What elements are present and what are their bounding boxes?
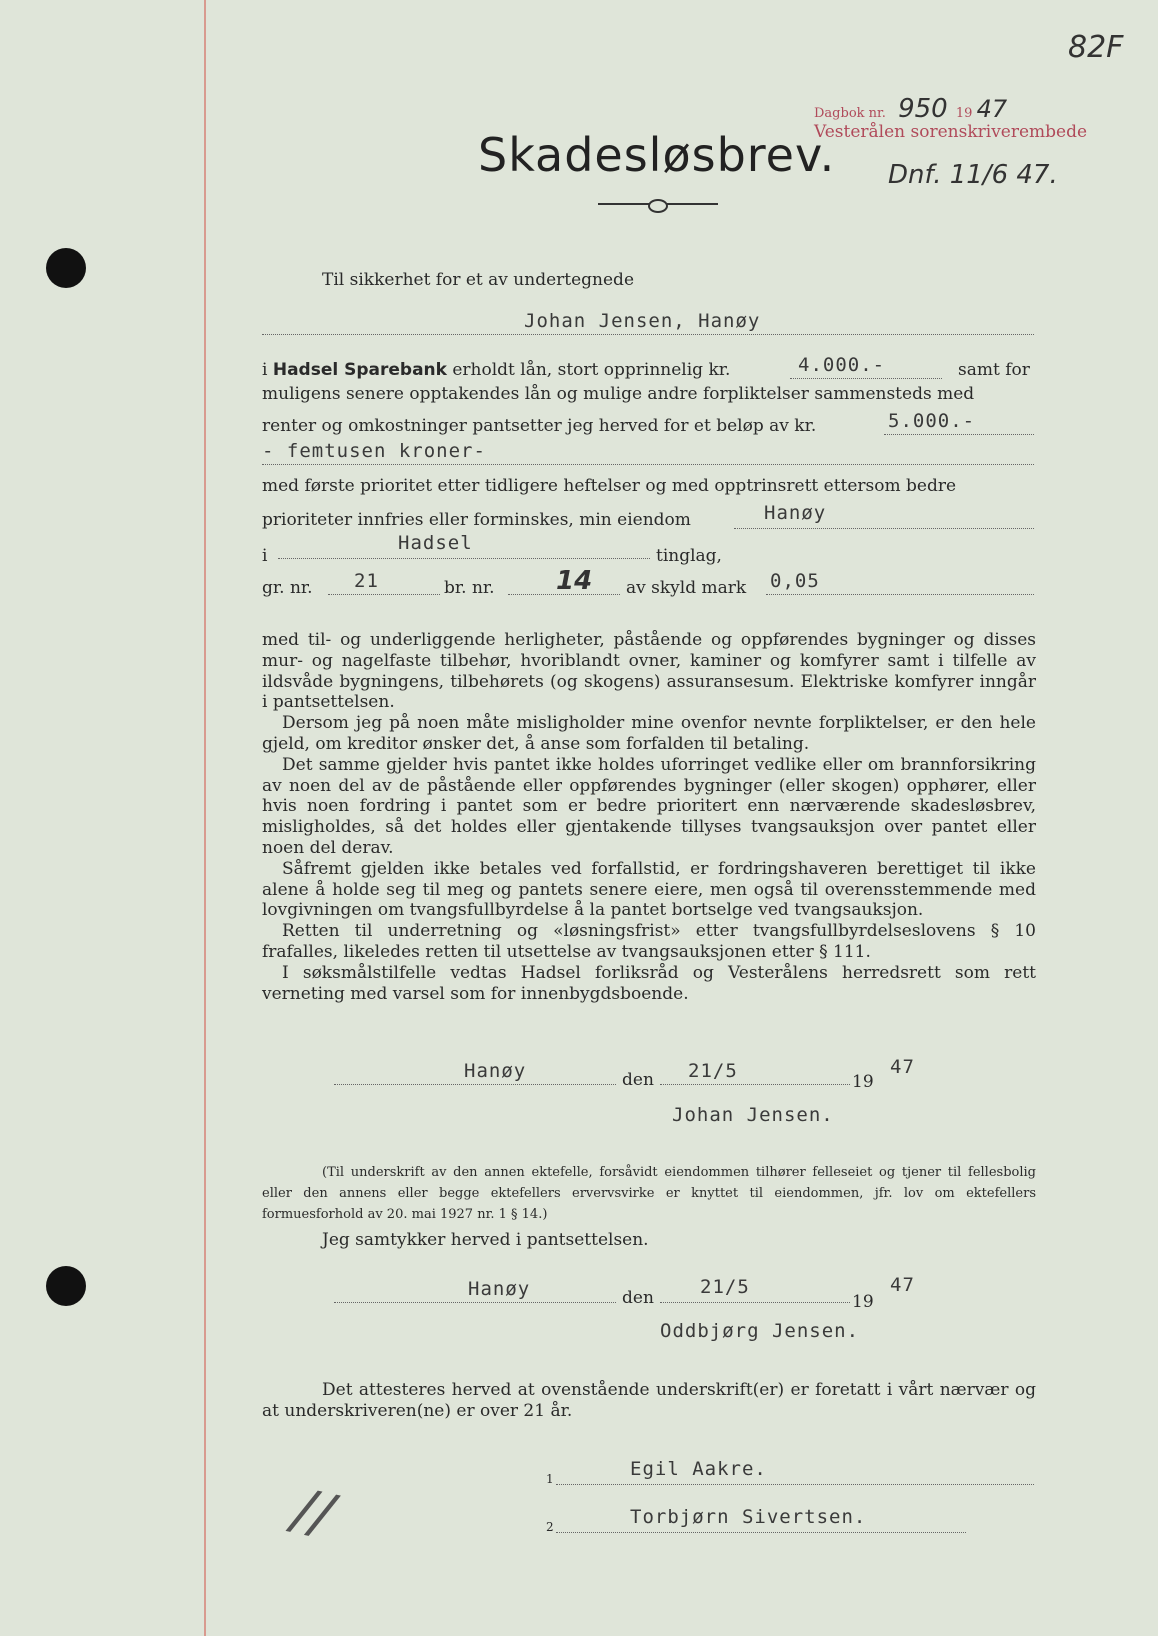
journal-stamp-line2: Vesterålen sorenskriverembede <box>814 122 1088 142</box>
amount-words-line <box>262 464 1034 465</box>
title-ornament-knot <box>648 199 668 213</box>
property-line <box>734 528 1034 529</box>
debtor-name: Johan Jensen, Hanøy <box>524 310 761 332</box>
journal-stamp-line1 <box>814 94 1007 124</box>
document-title: Skadesløsbrev. <box>478 128 836 182</box>
property-name: Hanøy <box>764 502 827 524</box>
gnr-value: 21 <box>354 570 379 592</box>
attestation: Det attesteres herved at ovenstående underskrift(er) er foretatt i vårt nærvær og at underskriveren(ne) er over 21 år. <box>262 1380 1036 1421</box>
text-line-4: med første prioritet etter tidligere heftelser og med opptrinsrett ettersom bedre <box>262 476 957 496</box>
stamp-year-prefix: 19 <box>955 106 973 121</box>
witness-1-name: Egil Aakre. <box>630 1458 767 1480</box>
body-text <box>262 630 1036 1004</box>
journal-number: 950 <box>898 94 948 124</box>
debtor-line <box>262 334 1034 335</box>
page-number: 82F <box>1068 30 1124 65</box>
amount-in-words: - femtusen kroner- <box>262 440 486 462</box>
sig1-name: Johan Jensen. <box>672 1104 834 1126</box>
margin-mark: // <box>287 1476 339 1549</box>
witness-1-line <box>556 1484 1034 1485</box>
text-line-2: muligens senere opptakendes lån og mulige andre forpliktelser sammensteds med <box>262 384 975 404</box>
intro-text: Til sikkerhet for et av undertegnede <box>322 270 635 290</box>
sig2-place: Hanøy <box>468 1278 531 1300</box>
skyld-label: av skyld mark <box>626 578 747 598</box>
loan-line: i Hadsel Sparebank erholdt lån, stort opprinnelig kr. <box>262 360 731 380</box>
gnr-label: gr. nr. <box>262 578 313 598</box>
consent-text: Jeg samtykker herved i pantsettelsen. <box>322 1230 649 1250</box>
body-paragraph-4: Såfremt gjelden ikke betales ved forfallstid, er fordringshaveren berettiget til ikke alene å holde seg til meg og pantets senere eiere, men også til overensstemmende med lovgivningen om tvangsfullbyrdelse å la pantet bortselge ved tvangsauksjon. <box>262 858 1036 921</box>
sig1-date: 21/5 <box>688 1060 738 1082</box>
punch-hole-bottom <box>46 1266 86 1306</box>
loan-amount-line <box>790 378 942 379</box>
margin-line <box>204 0 206 1636</box>
sig2-year: 47 <box>890 1274 915 1296</box>
bnr-line <box>508 594 620 595</box>
sig2-place-line <box>334 1302 616 1303</box>
body-paragraph-5: Retten til underretning og «løsningsfrist» etter tvangsfullbyrdelseslovens § 10 frafalles, likeledes retten til utsettelse av tvangsauksjonen etter § 111. <box>262 921 1036 962</box>
sig1-place: Hanøy <box>464 1060 527 1082</box>
skyld-value: 0,05 <box>770 570 820 592</box>
sig2-date-line <box>660 1302 850 1303</box>
pledge-amount: 5.000.- <box>888 410 976 432</box>
sig2-date: 21/5 <box>700 1276 750 1298</box>
bnr-value: 14 <box>556 566 593 596</box>
sig1-place-line <box>334 1084 616 1085</box>
witness-2-name: Torbjørn Sivertsen. <box>630 1506 867 1528</box>
body-paragraph-6: I søksmålstilfelle vedtas Hadsel forliksråd og Vesterålens herredsrett som rett verneting med varsel som for innenbygdsboende. <box>262 962 1036 1004</box>
text-line-3: renter og omkostninger pantsetter jeg herved for et beløp av kr. <box>262 416 817 436</box>
gnr-line <box>328 594 440 595</box>
footnote: (Til underskrift av den annen ektefelle, forsåvidt eiendommen tilhører felleseiet og tjener til fellesbolig eller den annens eller begge ektefellers ervervsvirke er knyttet til eiendommen, jfr. lov om ektefellers formuesforhold av 20. mai 1927 nr. 1 § 14.) <box>262 1165 1036 1222</box>
stamp-year: 47 <box>976 95 1008 123</box>
document-page: 82F Dagbok nr. 950 19 47 Vesterålen sorenskriverembede Dnf. 11/6 47. Skadesløsbrev. Til sikkerhet for et av undertegnede Johan Jensen, Hanøy i Hadsel Sparebank erholdt lån, stort opprinnelig kr. 4.000.- samt for muligens senere opptakendes lån og mulige andre forpliktelser sammensteds med renter og omkostninger pantsetter jeg herved for et beløp av kr. 5.000.- - femtusen kroner- med første prioritet etter tidligere heftelser og med opptrinsrett ettersom bedre prioriteter innfries eller forminskes, min eiendom Hanøy i Hadsel tinglag, gr. nr. 21 br. nr. 14 av skyld mark 0,05 med til- og underliggende herligheter, påstående og oppførendes bygninger og disses mur- og nagelfaste tilbehør, hvoriblandt ovner, kaminer og komfyrer samt i tilfelle av ildsvåde bygningens, tilbehørets (og skogens) assuransesum. Elektriske komfyrer inngår i pantsettelsen. Dersom jeg på noen måte misligholder mine ovenfor nevnte forpliktelser, er den hele gjeld, om kreditor ønsker det, å anse som forfalden til betaling. Det samme gjelder hvis pantet ikke holdes uforringet vedlike eller om brannforsikring av noen del av de påstående eller oppførendes bygninger (eller skogen) opphører, eller hvis noen fordring i pantet som er bedre prioritert enn nærværende skadesløsbrev, misligholdes, så det holdes eller gjentakende tillyses tvangsauksjon over pantet eller noen del derav. Såfremt gjelden ikke betales ved forfallstid, er fordringshaveren berettiget til ikke alene å holde seg til meg og pantets senere eiere, men også til overensstemmende med lovgivningen om tvangsfullbyrdelse å la pantet bortselge ved tvangsauksjon. Retten til underretning og «løsningsfrist» etter tvangsfullbyrdelseslovens § 10 frafalles, likeledes retten til utsettelse av tvangsauksjonen etter § 111. I søksmålstilfelle vedtas Hadsel forliksråd og Vesterålens herredsrett som rett verneting med varsel som for innenbygdsboende. Hanøy den 21/5 19 47 Johan Jensen. (Til underskrift av den annen ektefelle, forsåvidt eiendommen tilhører felleseiet og tjener til fellesbolig eller den annens eller begge ektefellers ervervsvirke er knyttet til eiendommen, jfr. lov om ektefellers formuesforhold av 20. mai 1927 nr. 1 § 14.) Jeg samtykker herved i pantsettelsen. Hanøy den 21/5 19 47 Oddbjørg Jensen. Det attesteres herved at ovenstående underskrift(er) er foretatt i vårt nærvær og at underskriveren(ne) er over 21 år. 1 Egil Aakre. 2 Torbjørn Sivertsen. // <box>0 0 1158 1636</box>
municipality-line <box>278 558 650 559</box>
body-paragraph-3: Det samme gjelder hvis pantet ikke holdes uforringet vedlike eller om brannforsikring av noen del av de påstående eller oppførendes bygninger (eller skogen) opphører, eller hvis noen fordring i pantet som er bedre prioritert enn nærværende skadesløsbrev, misligholdes, så det holdes eller gjentakende tillyses tvangsauksjon over pantet eller noen del derav. <box>262 754 1036 858</box>
sig2-name: Oddbjørg Jensen. <box>660 1320 860 1342</box>
text-line-5: prioriteter innfries eller forminskes, min eiendom <box>262 510 691 530</box>
body-paragraph-1: med til- og underliggende herligheter, påstående og oppførendes bygninger og disses mur- og nagelfaste tilbehør, hvoriblandt ovner, kaminer og komfyrer samt i tilfelle av ildsvåde bygningens, tilbehørets (og skogens) assuransesum. Elektriske komfyrer inngår i pantsettelsen. <box>262 630 1036 713</box>
skyld-line <box>766 594 1034 595</box>
municipality: Hadsel <box>398 532 473 554</box>
body-paragraph-2: Dersom jeg på noen måte misligholder mine ovenfor nevnte forpliktelser, er den hele gjeld, om kreditor ønsker det, å anse som forfalden til betaling. <box>262 713 1036 754</box>
stamp-prefix: Dagbok nr. <box>814 106 886 121</box>
bnr-label: br. nr. <box>444 578 495 598</box>
registration-note: Dnf. 11/6 47. <box>888 160 1058 190</box>
punch-hole-top <box>46 248 86 288</box>
witness-2-line <box>556 1532 966 1533</box>
sig1-year: 47 <box>890 1056 915 1078</box>
pledge-amount-line <box>884 434 1034 435</box>
bank-name: Hadsel Sparebank <box>272 360 447 380</box>
sig1-date-line <box>660 1084 850 1085</box>
loan-amount: 4.000.- <box>798 354 886 376</box>
